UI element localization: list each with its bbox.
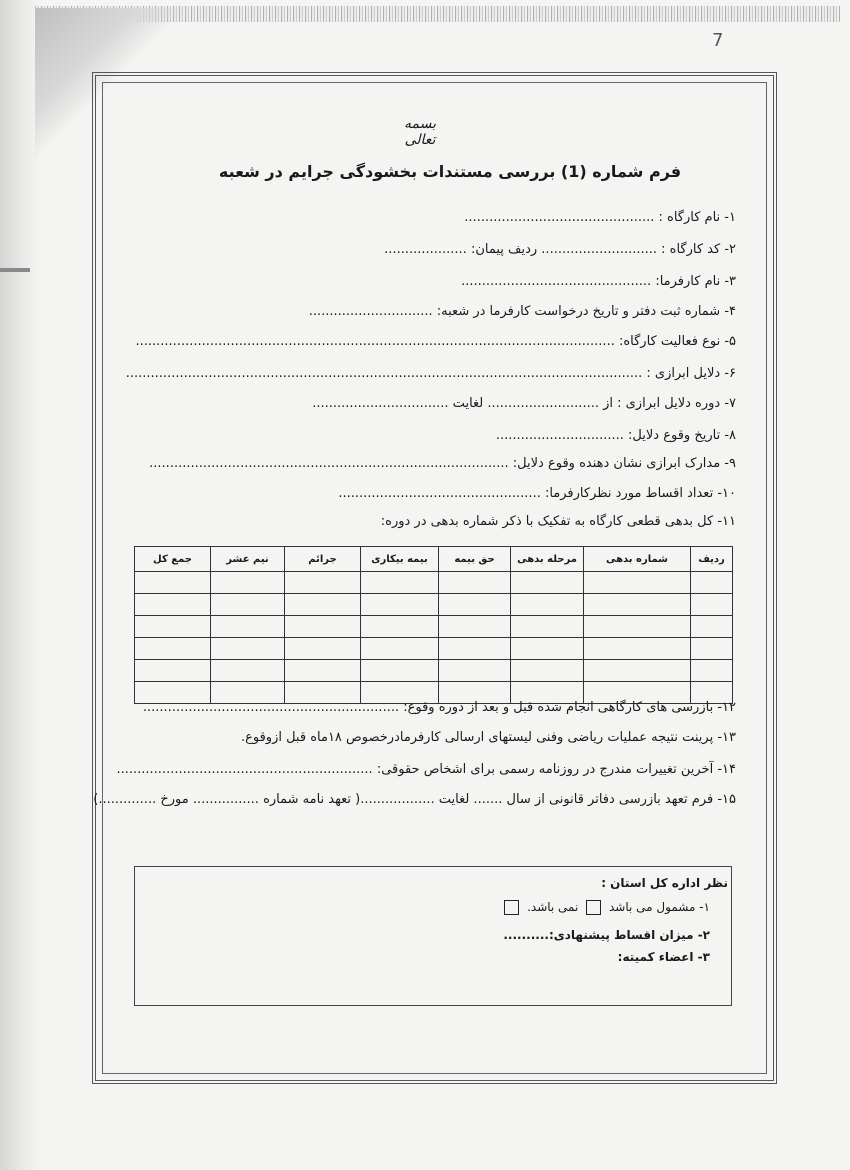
- item-documents: ۹- مدارک ابرازی نشان دهنده وقوع دلایل: .......................................................................................: [149, 456, 736, 471]
- col-debt-stage: مرحله بدهی: [511, 547, 584, 572]
- not-included-checkbox[interactable]: [504, 900, 519, 915]
- col-penalties: جرائم: [285, 547, 361, 572]
- item-registration: ۴- شماره ثبت دفتر و تاریخ درخواست کارفرما در شعبه: ..............................: [308, 304, 736, 319]
- heading-bismillah: بسمه تعالی: [404, 116, 436, 148]
- table-row: [135, 594, 733, 616]
- item-gazette-changes: ۱۴- آخرین تغییرات مندرج در روزنامه رسمی برای اشخاص حقوقی: ..............................................................: [116, 762, 736, 777]
- item-activity-type: ۵- نوع فعالیت کارگاه: ....................................................................................................................: [135, 334, 736, 349]
- table-row: [135, 638, 733, 660]
- item-inspection-pledge: ۱۵- فرم تعهد بازرسی دفاتر قانونی از سال ....... لغایت ..................( تعهد نامه شماره ................ مورخ ..............): [93, 792, 736, 807]
- col-unemployment-insurance: بیمه بیکاری: [361, 547, 439, 572]
- item-total-debt: ۱۱- کل بدهی قطعی کارگاه به تفکیک با ذکر شماره بدهی در دوره:: [380, 514, 736, 529]
- col-debt-number: شماره بدهی: [584, 547, 691, 572]
- option-included-label: ۱- مشمول می باشد: [609, 900, 710, 914]
- item-occurrence-date: ۸- تاریخ وقوع دلایل: ...............................: [495, 428, 736, 443]
- item-printout: ۱۳- پرینت نتیجه عملیات ریاضی وفنی لیستهای ارسالی کارفرمادرخصوص ۱۸ماه قبل ازوقوع.: [240, 730, 736, 745]
- debt-table: [134, 546, 733, 704]
- table-header-row: [135, 547, 733, 572]
- col-insurance-premium: حق بیمه: [439, 547, 511, 572]
- province-option-row: [500, 900, 710, 915]
- scan-left-shadow: [0, 0, 40, 1170]
- table-row: [135, 572, 733, 594]
- item-inspections: ۱۲- بازرسی های کارگاهی انجام شده قبل و بعد از دوره وقوع: ..............................................................: [142, 700, 736, 715]
- option-not-included-label: نمی باشد.: [527, 900, 579, 914]
- included-checkbox[interactable]: [586, 900, 601, 915]
- item-installments-count: ۱۰- تعداد اقساط مورد نظرکارفرما: .................................................: [338, 486, 736, 501]
- proposed-installments: ۲- میزان اقساط پیشنهادی:..........: [503, 928, 710, 942]
- page-number: 7: [712, 30, 724, 51]
- item-reasons-period: ۷- دوره دلایل ابرازی : از ........................... لغایت .................................: [312, 396, 736, 411]
- item-employer-name: ۳- نام کارفرما: ..............................................: [461, 274, 736, 289]
- province-opinion-title: نظر اداره کل استان :: [601, 876, 728, 890]
- col-grand-total: جمع کل: [135, 547, 211, 572]
- table-row: [135, 616, 733, 638]
- item-workshop-name: ۱- نام کارگاه : ..............................................: [464, 210, 736, 225]
- scan-edge-mark: [0, 268, 30, 272]
- form-title: فرم شماره (1) بررسی مستندات بخشودگی جرایم در شعبه: [218, 162, 682, 181]
- table-row: [135, 660, 733, 682]
- col-row-number: ردیف: [691, 547, 733, 572]
- col-half-tenth: نیم عشر: [211, 547, 285, 572]
- committee-members: ۳- اعضاء کمیته:: [617, 950, 710, 964]
- item-workshop-code: ۲- کد کارگاه : ............................ ردیف پیمان: ....................: [384, 242, 736, 257]
- item-reasons: ۶- دلایل ابرازی : .............................................................................................................................: [125, 366, 736, 381]
